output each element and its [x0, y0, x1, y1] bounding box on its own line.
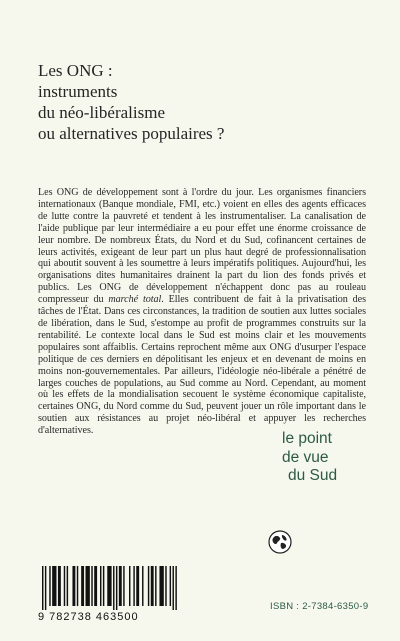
- barcode-bar: [77, 566, 78, 606]
- series-line-1: le point: [282, 430, 332, 447]
- globe-icon: [268, 530, 292, 554]
- blurb-italic: marché total: [108, 294, 162, 306]
- barcode-bar: [52, 566, 56, 606]
- barcode-bar: [107, 566, 111, 606]
- barcode-bar: [94, 566, 97, 606]
- barcode-bar: [113, 566, 114, 610]
- barcode-bar: [155, 566, 156, 606]
- barcode-bar: [103, 566, 104, 606]
- barcode-bar: [175, 566, 176, 610]
- title-line-4: ou alternatives populaires ?: [38, 124, 225, 143]
- blurb-text: [38, 187, 366, 437]
- barcode: [38, 566, 186, 626]
- barcode-bar: [81, 566, 84, 606]
- barcode-bar: [173, 566, 174, 610]
- barcode-bar: [129, 566, 130, 606]
- barcode-bar: [100, 566, 101, 606]
- barcode-bar: [123, 566, 124, 606]
- title-line-2: instruments: [38, 82, 118, 101]
- barcode-bar: [72, 566, 75, 606]
- barcode-bar: [42, 566, 43, 610]
- barcode-bar: [86, 566, 90, 606]
- barcode-digits: 9 782738 463500: [38, 611, 139, 623]
- series-name: [282, 430, 382, 486]
- isbn-number: ISBN : 2-7384-6350-9: [270, 601, 369, 612]
- barcode-bar: [170, 566, 171, 606]
- barcode-bar: [45, 566, 46, 610]
- barcode-bar: [142, 566, 143, 606]
- barcode-bar: [165, 566, 166, 606]
- barcode-bars: [38, 566, 186, 610]
- book-title: [38, 60, 338, 144]
- barcode-bar: [91, 566, 92, 606]
- title-line-3: du néo-libéralisme: [38, 103, 165, 122]
- barcode-bar: [159, 566, 163, 606]
- barcode-bar: [116, 566, 117, 610]
- barcode-bar: [136, 566, 139, 606]
- barcode-bar: [133, 566, 134, 606]
- series-line-3: du Sud: [288, 467, 338, 484]
- barcode-bar: [119, 566, 122, 606]
- barcode-bar: [58, 566, 61, 606]
- barcode-bar: [67, 566, 68, 606]
- barcode-bar: [64, 566, 65, 606]
- barcode-bar: [148, 566, 149, 606]
- barcode-bar: [151, 566, 154, 606]
- title-line-1: Les ONG :: [38, 61, 113, 80]
- blurb-part-2: . Elles contribuent de fait à la privatisation des tâches de l'État. Dans ces circonstances, la tradition de soutien aux luttes sociales de libération, dans le Sud, s'estompe au profit de programmes construits sur la rentabilité. Le contexte local dans le Sud est moins clair et les mouvements populaires sont affaiblis. Certains reprochent même aux ONG d'usurper l'espace politique de ces derniers en dépolitisant les enjeux et en devenant de moins en moins non-gouvernementales. Par ailleurs, l'idéologie néo-libérale a pénétré de larges couches de populations, au Sud comme au Nord. Cependant, au moment où les effets de la mondialisation secouent le système économique capitaliste, certaines ONG, du Nord comme du Sud, peuvent jouer un rôle important dans le soutien aux résistances au projet néo-libéral et appuyer les recherches d'alternatives.: [38, 294, 366, 437]
- series-line-2: de vue: [282, 448, 329, 466]
- barcode-bar: [49, 566, 50, 606]
- blurb-part-1: Les ONG de développement sont à l'ordre du jour. Les organismes financiers internationaux (Banque mondiale, FMI, etc.) voient en elles des agents efficaces de lutte contre la pauvreté et tendent à les instrumentaliser. La canalisation de l'aide publique par leur intermédiaire a eu pour effet une énorme croissance de leur nombre. De nombreux États, du Nord et du Sud, cofinancent certaines de leurs activités, exigeant de leur part un plus haut degré de professionnalisation qui aboutit souvent à les soumettre à leurs impératifs politiques. Aujourd'hui, les organisations dites humanitaires drainent la part du lion des fonds privés et publics. Les ONG de développement n'échappent donc pas au rouleau compresseur du: [38, 187, 366, 306]
